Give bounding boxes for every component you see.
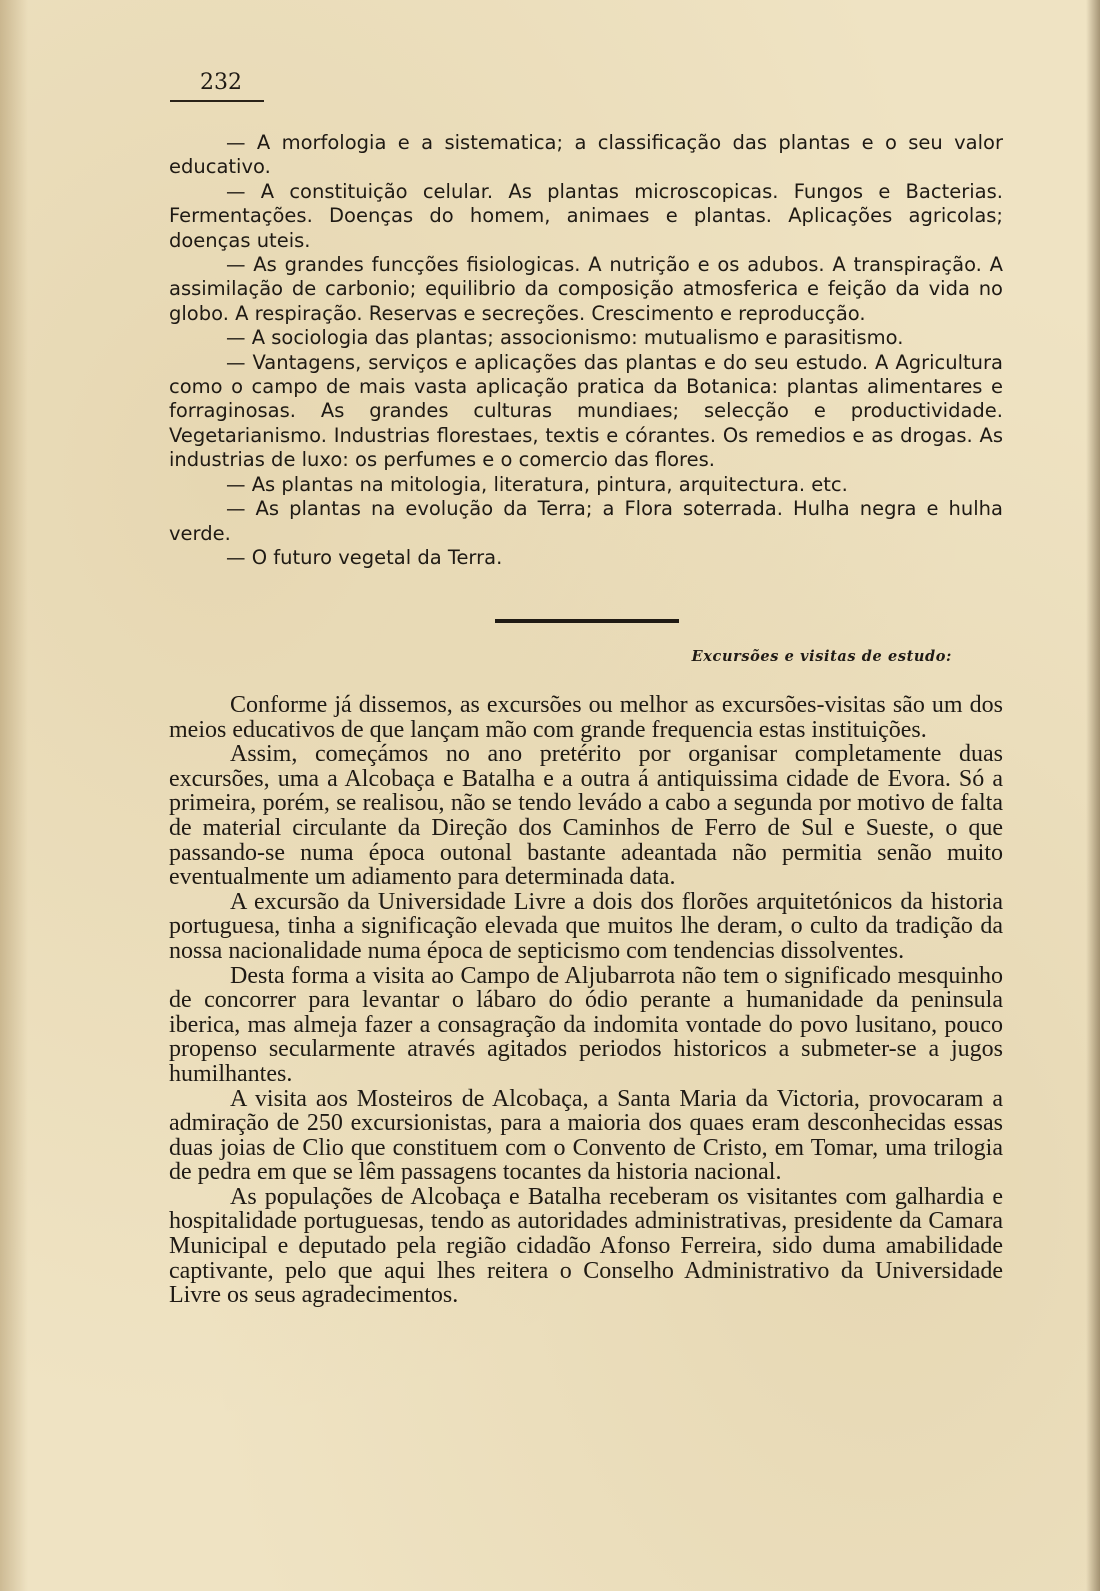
paragraph: Desta forma a visita ao Campo de Aljubarrota não tem o significado mesquinho de concorrer para levantar o lábaro do ódio perante a humanidade da peninsula iberica, mas almeja fazer a consagração da indomita vontade do povo lusitano, pouco propenso secularmente através agitados periodos historicos a submeter-se a jugos humilhantes. bbox=[169, 962, 1003, 1087]
body-text bbox=[169, 693, 1003, 1308]
topic-item: — As plantas na mitologia, literatura, pintura, arquitectura. etc. bbox=[226, 472, 848, 496]
page-edge-shadow-right bbox=[1086, 0, 1100, 1591]
page-edge-shadow-left bbox=[0, 0, 28, 1591]
paragraph: Assim, começámos no ano pretérito por organisar completamente duas excursões, uma a Alcobaça e Batalha e a outra á antiquissima cidade de Evora. Só a primeira, porém, se realisou, não se tendo levádo a cabo a segunda por motivo de falta de material circulante da Direção dos Caminhos de Ferro de Sul e Sueste, o que passando-se numa época outonal bastante adeantada não permitia senão muito eventualmente um adiamento para determinada data. bbox=[169, 741, 1003, 891]
topic-item: — A morfologia e a sistematica; a classificação das plantas e o seu valor educativo. bbox=[169, 131, 1003, 179]
topic-item: — O futuro vegetal da Terra. bbox=[226, 545, 503, 569]
topic-item: — A constituição celular. As plantas microscopicas. Fungos e Bacterias. Fermentações. Doenças do homem, animaes e plantas. Aplicações agricolas; doenças uteis. bbox=[169, 179, 1003, 252]
topic-item: — As plantas na evolução da Terra; a Flora soterrada. Hulha negra e hulha verde. bbox=[169, 497, 1003, 545]
paragraph: A visita aos Mosteiros de Alcobaça, a Santa Maria da Victoria, provocaram a admiração de 250 excursionistas, para a maioria dos quaes eram desconhecidas essas duas joias de Clio que constituem com o Convento de Cristo, em Tomar, uma trilogia de pedra em que se lêm passagens tocantes da historia nacional. bbox=[169, 1085, 1003, 1186]
page-number-rule bbox=[170, 100, 264, 102]
paragraph: As populações de Alcobaça e Batalha receberam os visitantes com galhardia e hospitalidade portuguesas, tendo as autoridades administrativas, presidente da Camara Municipal e deputado pela região cidadão Afonso Ferreira, sido duma amabilidade captivante, pelo que aqui lhes reitera o Conselho Administrativo da Universidade Livre os seus agradecimentos. bbox=[169, 1183, 1003, 1309]
section-heading: Excursões e visitas de estudo: bbox=[691, 648, 952, 665]
topic-item: — As grandes funcções fisiologicas. A nutrição e os adubos. A transpiração. A assimilação de carbonio; equilibrio da composição atmosferica e feição da vida no globo. A respiração. Reservas e secreções. Crescimento e reproducção. bbox=[169, 253, 1003, 325]
section-divider bbox=[495, 619, 679, 623]
paragraph: Conforme já dissemos, as excursões ou melhor as excursões-visitas são um dos meios educativos de que lançam mão com grande frequencia estas instituições. bbox=[169, 692, 1003, 743]
topic-item: — Vantagens, serviços e aplicações das plantas e do seu estudo. A Agricultura como o campo de mais vasta aplicação pratica da Botanica: plantas alimentares e forraginosas. As grandes culturas mundiaes; selecção e productividade. Vegetarianismo. Industrias florestaes, textis e córantes. Os remedios e as drogas. As industrias de luxo: os perfumes e o comercio das flores. bbox=[169, 350, 1003, 472]
page-number: 232 bbox=[200, 70, 242, 95]
topics-list bbox=[169, 131, 1003, 570]
paragraph: A excursão da Universidade Livre a dois dos florões arquitetónicos da historia portuguesa, tinha a significação elevada que muitos lhe deram, o culto da tradição da nossa nacionalidade numa época de septicismo com tendencias dissolventes. bbox=[169, 888, 1003, 964]
topic-item: — A sociologia das plantas; associonismo: mutualismo e parasitismo. bbox=[226, 326, 904, 350]
